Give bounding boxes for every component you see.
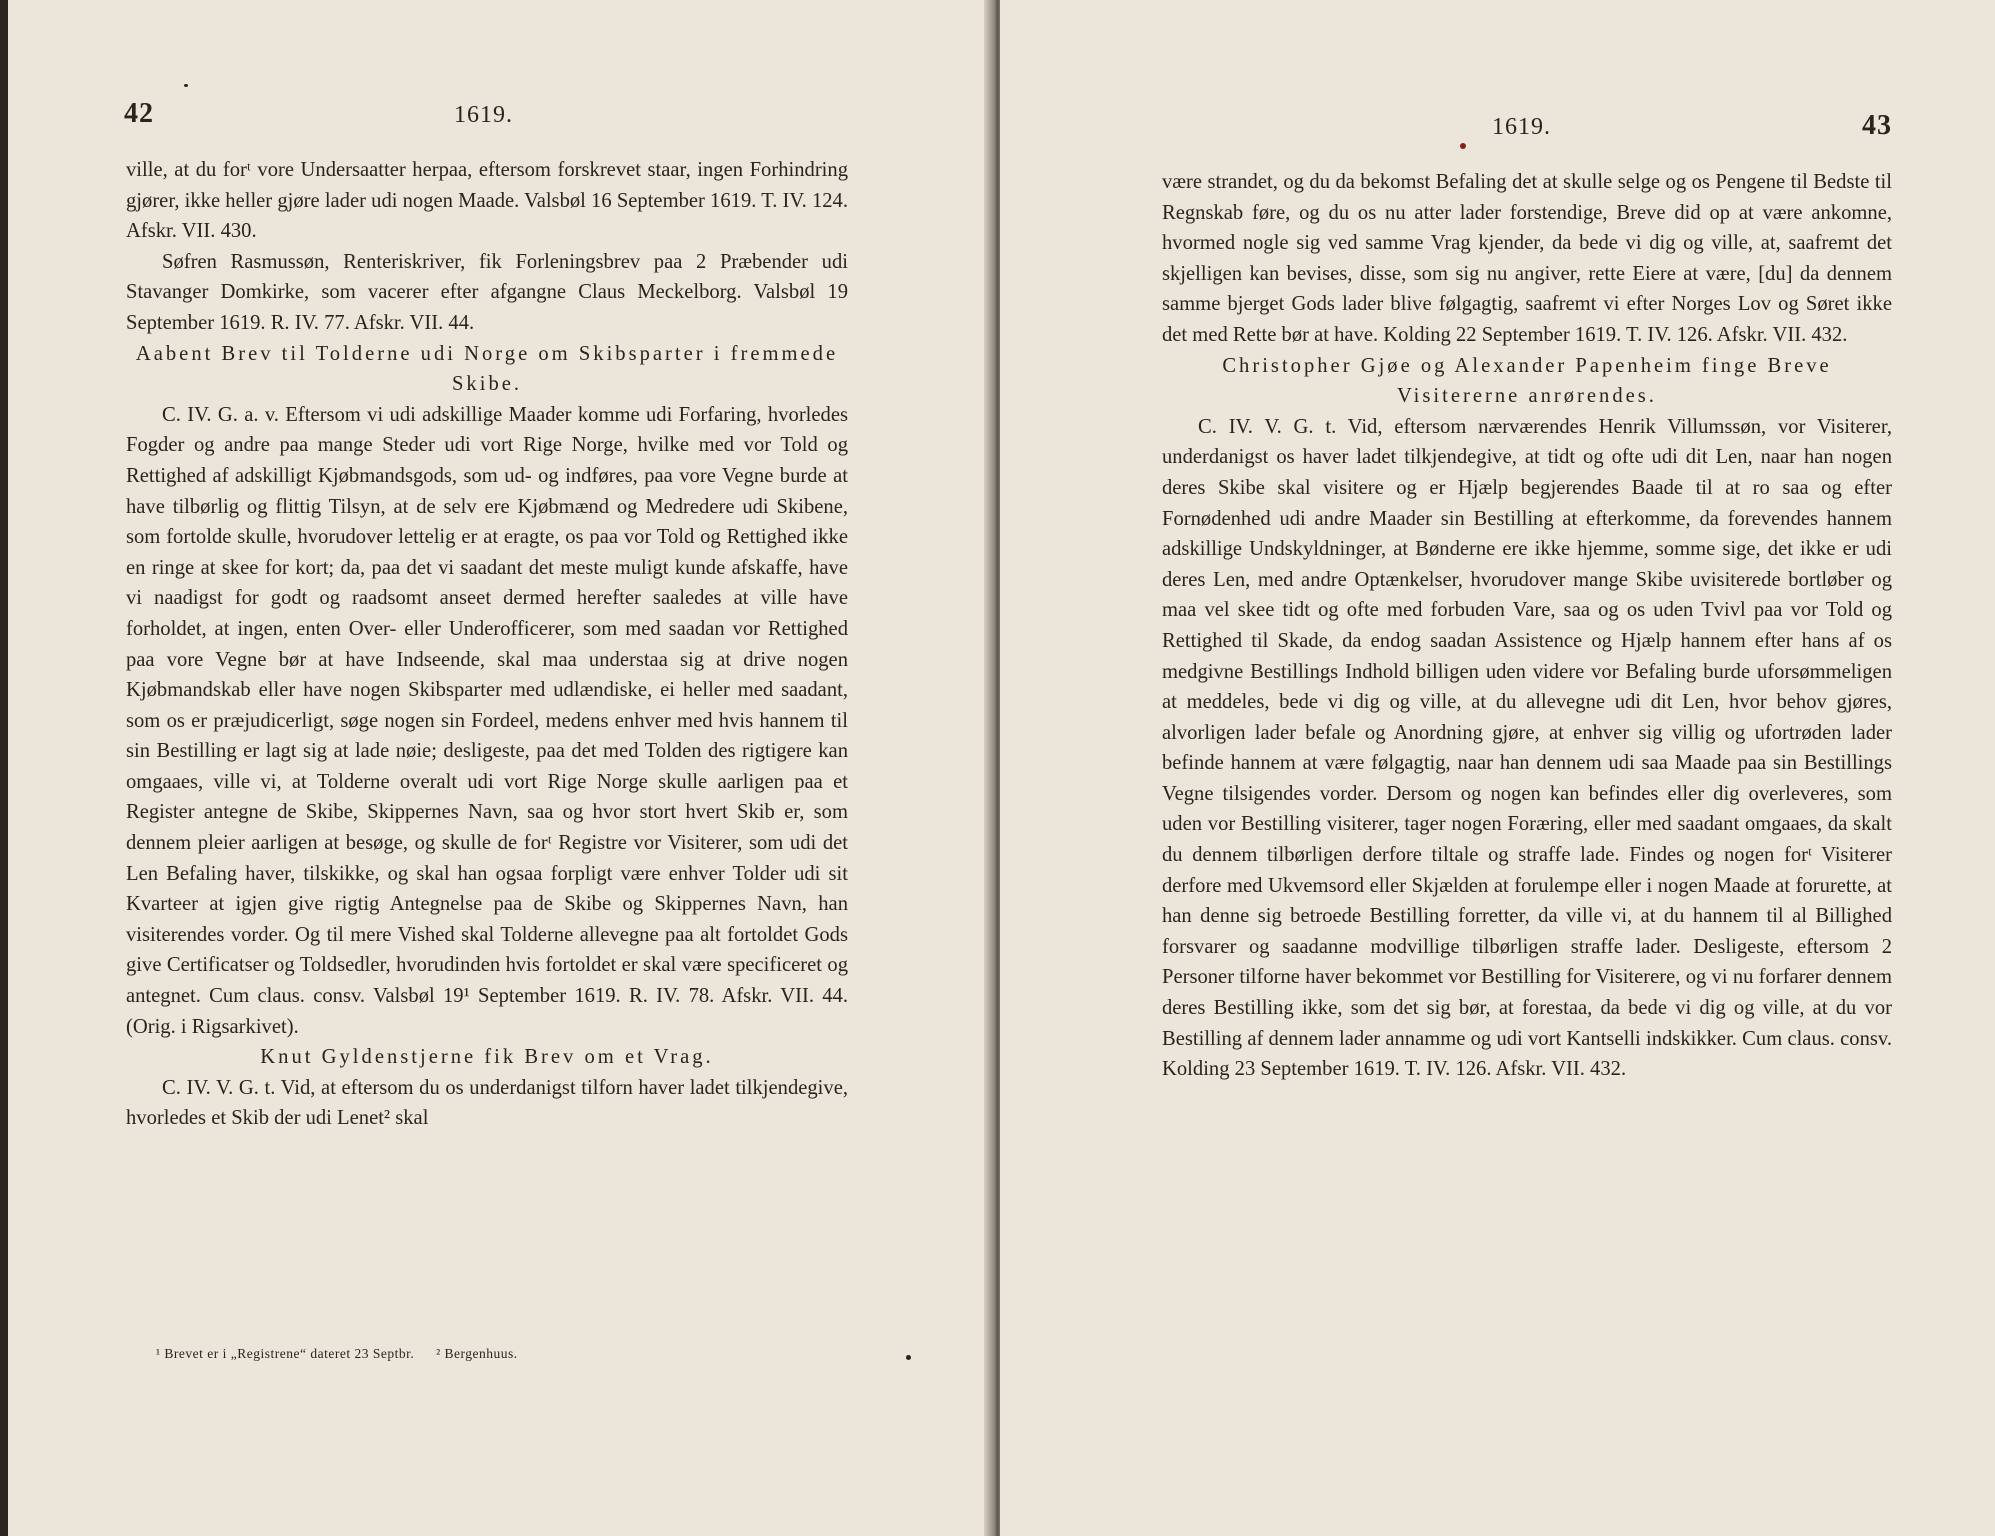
left-heading-gyldenstjerne: Knut Gyldenstjerne fik Brev om et Vrag. (260, 1046, 714, 1069)
left-running-head (124, 98, 844, 138)
left-running-year: 1619. (454, 102, 513, 128)
right-paragraph-1: være strandet, og du da bekomst Befaling det at skulle selge og os Pengene til Bedste til Regnskab føre, og du os nu atter lader forstendige, Breve did op at være ankomne, hvormed nogle sig ved samme Vrag kjender, da bede vi dig og ville, at, saafremt det skjelligen kan bevises, disse, som sig nu angiver, rette Eiere at være, [du] da dennem samme bjerget Gods lader blive følgagtig, saafremt vi efter Norges Lov og Søret ikke det med Rette bør at have. Kolding 22 September 1619. T. IV. 126. Afskr. VII. 432. (1162, 171, 1892, 346)
left-page-number: 42 (124, 98, 154, 129)
right-running-head (1162, 98, 1892, 141)
print-speck (184, 84, 188, 87)
right-heading-visiterer: Christopher Gjøe og Alexander Papenheim finge Breve Visitererne anrørendes. (1222, 354, 1832, 408)
left-paragraph-2: Søfren Rasmussøn, Renteriskriver, fik Forleningsbrev paa 2 Præbender udi Stavanger Domkirke, som vacerer efter afgangne Claus Meckelborg. Valsbøl 19 September 1619. R. IV. 77. Afskr. VII. 44. (126, 250, 848, 334)
left-paragraph-1: ville, at du forᵗ vore Undersaatter herpaa, eftersom forskrevet staar, ingen Forhindring gjører, ikke heller gjøre lader udi nogen Maade. Valsbøl 16 September 1619. T. IV. 124. Afskr. VII. 430. (126, 159, 848, 243)
right-paragraph-2: C. IV. V. G. t. Vid, eftersom nærværendes Henrik Villumssøn, vor Visiterer, underdanigst os haver ladet tilkjendegive, at tidt og ofte udi dit Len, naar han nogen deres Skibe skal visitere og er Hjælp begjerendes Baade til at ro saa og efter Fornødenhed udi andre Maader sin Bestilling at efterkomme, da forevendes hannem adskillige Undskyldninger, at Bønderne ere ikke hjemme, somme sige, det ikke er udi deres Len, med andre Optænkelser, hvorudover mange Skibe uvisiterede bortløber og maa vel skee tidt og ofte med forbuden Vare, saa og os uden Tvivl paa vor Told og Rettighed til Skade, da endog saadan Assistence og Hjælp hannem efter hans af os medgivne Bestillings Indhold billigen uden videre vor Befaling burde uforsømmeligen at meddeles, bede vi dig og ville, at du allevegne udi dit Len, hvor behov gjøres, alvorligen lader befale og Anordning gjøre, at enhver sig villig og ufortrøden lader befinde hannem at være følgagtig, naar han dennem udi saa Maade paa sin Bestillings Vegne tilsigendes vorder. Dersom og nogen kan befindes eller dig overleveres, som uden vor Bestilling visiterer, tager nogen Foræring, eller med saadant omgaaes, da skalt du dennem tilbørligen derfore tiltale og straffe lade. Findes og nogen forᵗ Visiterer derfore med Ukvemsord eller Skjælden at forulempe eller i nogen Maade at forurette, at han denne sig betroede Bestilling forretter, da ville vi, at du hannem til al Billighed forsvarer og saadanne modvillige tilbørligen straffe lader. Desligeste, eftersom 2 Personer tilforne haver bekommet vor Bestilling for Visiterere, og vi nu forfarer dennem deres Bestilling ikke, som det sig bør, at forestaa, da bede vi dig og ville, at du vor Bestilling af dennem lader annamme og udi vort Kantselli indskikker. Cum claus. consv. Kolding 23 September 1619. T. IV. 126. Afskr. VII. 432. (1162, 415, 1892, 1081)
print-speck (906, 1355, 911, 1360)
left-paragraph-3: C. IV. G. a. v. Eftersom vi udi adskillige Maader komme udi Forfaring, hvorledes Fogder og andre paa mange Steder udi vort Rige Norge, hvilke med vor Told og Rettighed af adskilligt Kjøbmandsgods, som ud- og indføres, paa vore Vegne burde at have tilbørlig og flittig Tilsyn, at de selv ere Kjøbmænd og Medredere udi Skibene, som fortolde skulle, hvorudover lettelig er at eragte, os paa vor Told og Rettighed ikke en ringe at skee for kort; da, paa det vi saadant det meste muligt kunde afskaffe, have vi naadigst for godt og raadsomt anseet dermed herefter saaledes at ville have forholdet, at ingen, enten Over- eller Underofficerer, som med saadan vor Rettighed paa vore Vegne bør at have Indseende, skal maa understaa sig at drive nogen Kjøbmandskab eller have nogen Skibsparter med udlændiske, ei heller med saadant, som os er præjudicerligt, søge nogen sin Fordeel, medens enhver med hvis hannem til sin Bestilling er lagt sig at lade nøie; desligeste, paa det med Tolden des rigtigere kan omgaaes, ville vi, at Tolderne overalt udi vort Rige Norge skulle aarligen paa et Register antegne de Skibe, Skippernes Navn, saa og hvor stort hvert Skib er, som dennem pleier aarligen at besøge, og skulle de forᵗ Registre vor Visiterer, som udi det Len Befaling haver, tilskikke, og skal han ogsaa forpligt være enhver Tolder udi sit Kvarteer at igjen give rigtig Antegnelse paa de Skibe og Skippernes Navn, han visiterendes vorder. Og til mere Vished skal Tolderne allevegne paa alt fortoldet Gods give Certificatser og Toldsedler, hvorudinden hvis fortoldet er skal være specificeret og antegnet. Cum claus. consv. Valsbøl 19¹ September 1619. R. IV. 78. Afskr. VII. 44. (Orig. i Rigsarkivet). (126, 403, 848, 1038)
footnote-1: ¹ Brevet er i „Registrene“ dateret 23 Septbr. (156, 1346, 415, 1361)
footnote-2: ² Bergenhuus. (436, 1346, 518, 1361)
left-page (8, 0, 992, 1536)
left-page-body (126, 155, 848, 1134)
right-page-body (1162, 167, 1892, 1085)
right-page-number: 43 (1862, 110, 1892, 141)
left-paragraph-4: C. IV. V. G. t. Vid, at eftersom du os underdanigst tilforn haver ladet tilkjendegive, hvorledes et Skib der udi Lenet² skal (126, 1076, 848, 1130)
right-page (1000, 0, 1995, 1536)
print-speck (1460, 143, 1466, 149)
right-running-year: 1619. (1492, 114, 1551, 140)
left-footnotes (156, 1346, 856, 1362)
left-heading-tolderne: Aabent Brev til Tolderne udi Norge om Skibsparter i fremmede Skibe. (135, 342, 839, 396)
